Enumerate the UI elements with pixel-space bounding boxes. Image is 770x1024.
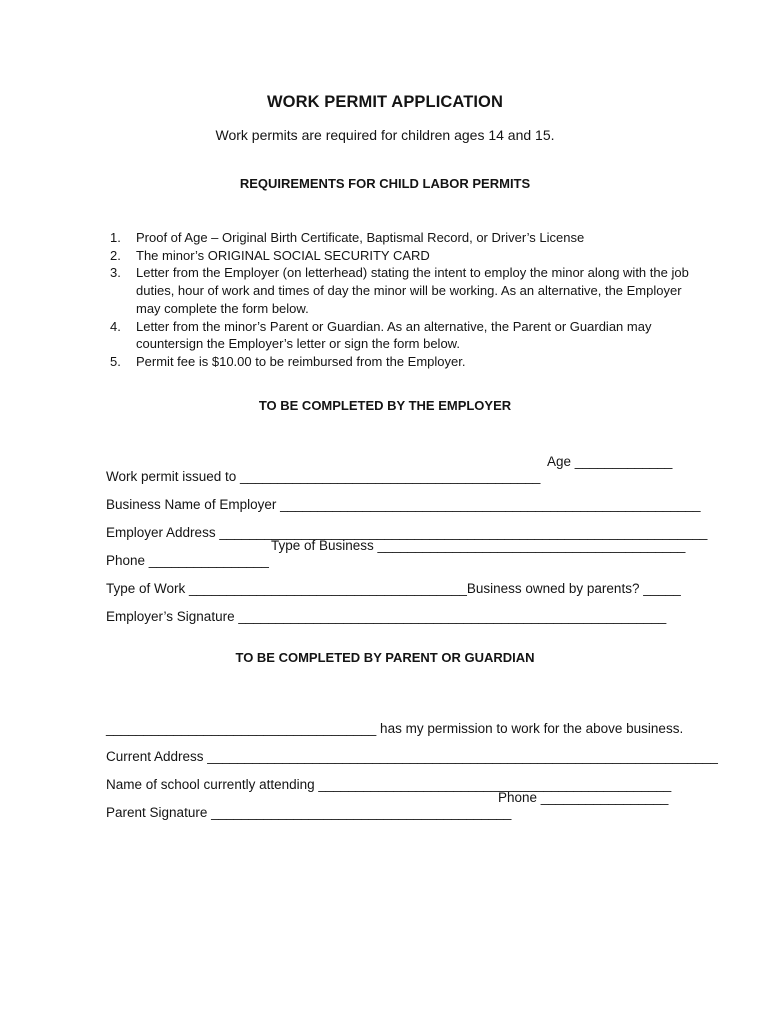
requirement-number: 4. xyxy=(110,318,121,334)
requirement-item xyxy=(110,229,690,247)
parent-section-heading: TO BE COMPLETED BY PARENT OR GUARDIAN xyxy=(235,650,535,665)
permission-statement-field[interactable]: ____________________________________ has my permission to work for the above business. xyxy=(106,721,684,736)
type-of-work-field[interactable]: Type of Work _____________________________________Business owned by parents? _____ xyxy=(106,581,681,596)
requirement-number: 5. xyxy=(110,353,121,369)
requirement-number: 3. xyxy=(110,265,121,281)
requirement-text: The minor’s ORIGINAL SOCIAL SECURITY CARD xyxy=(136,247,430,263)
requirements-heading: REQUIREMENTS FOR CHILD LABOR PERMITS xyxy=(239,176,531,191)
requirement-number: 2. xyxy=(110,247,121,263)
type-of-work-row xyxy=(91,566,681,596)
parent-signature-row xyxy=(91,790,681,820)
requirement-item xyxy=(110,318,690,353)
work-permit-issued-row xyxy=(91,454,681,484)
requirement-text: Proof of Age – Original Birth Certificate, Baptismal Record, or Driver’s License xyxy=(136,230,585,245)
requirement-text: Letter from the Employer (on letterhead) stating the intent to employ the minor along with the job duties, hour of work and times of day the minor will be working. As an alternative, the Employer may complete the form below. xyxy=(136,265,689,316)
business-name-field[interactable]: Business Name of Employer ________________________________________________________ xyxy=(106,497,701,512)
age-field[interactable]: Age _____________ xyxy=(547,454,673,469)
employer-signature-field[interactable]: Employer’s Signature _________________________________________________________ xyxy=(106,609,667,624)
phone-business-row xyxy=(91,538,686,568)
current-address-field[interactable]: Current Address ____________________________________________________________________ xyxy=(106,749,718,764)
requirement-text: Permit fee is $10.00 to be reimbursed from the Employer. xyxy=(136,353,466,369)
business-name-row xyxy=(91,482,701,512)
employer-phone-field[interactable]: Phone ________________ xyxy=(106,553,269,568)
employer-address-row xyxy=(91,510,708,540)
document-title: WORK PERMIT APPLICATION xyxy=(266,93,504,111)
school-name-field[interactable]: Name of school currently attending _______________________________________________ xyxy=(106,777,672,792)
employer-address-field[interactable]: Employer Address _________________________________________________________________ xyxy=(106,525,708,540)
document-subtitle: Work permits are required for children ages 14 and 15. xyxy=(215,127,555,143)
employer-signature-row xyxy=(91,594,681,624)
parent-phone-field[interactable]: Phone _________________ xyxy=(498,790,669,805)
type-of-business-field[interactable]: Type of Business _________________________________________ xyxy=(271,538,686,553)
current-address-row xyxy=(91,734,718,764)
employer-section-heading: TO BE COMPLETED BY THE EMPLOYER xyxy=(258,398,512,413)
requirement-item xyxy=(110,353,690,371)
requirement-item xyxy=(110,264,690,317)
work-permit-issued-to-field[interactable]: Work permit issued to ________________________________________ xyxy=(106,469,541,484)
permission-row xyxy=(91,706,684,736)
parent-signature-field[interactable]: Parent Signature ________________________________________ xyxy=(106,805,512,820)
requirement-text: Letter from the minor’s Parent or Guardian. As an alternative, the Parent or Guardian may countersign the Employer’s letter or sign the form below. xyxy=(136,318,652,352)
requirement-item xyxy=(110,247,690,265)
requirements-list xyxy=(110,229,690,371)
requirement-number: 1. xyxy=(110,230,121,245)
school-row xyxy=(91,762,681,792)
